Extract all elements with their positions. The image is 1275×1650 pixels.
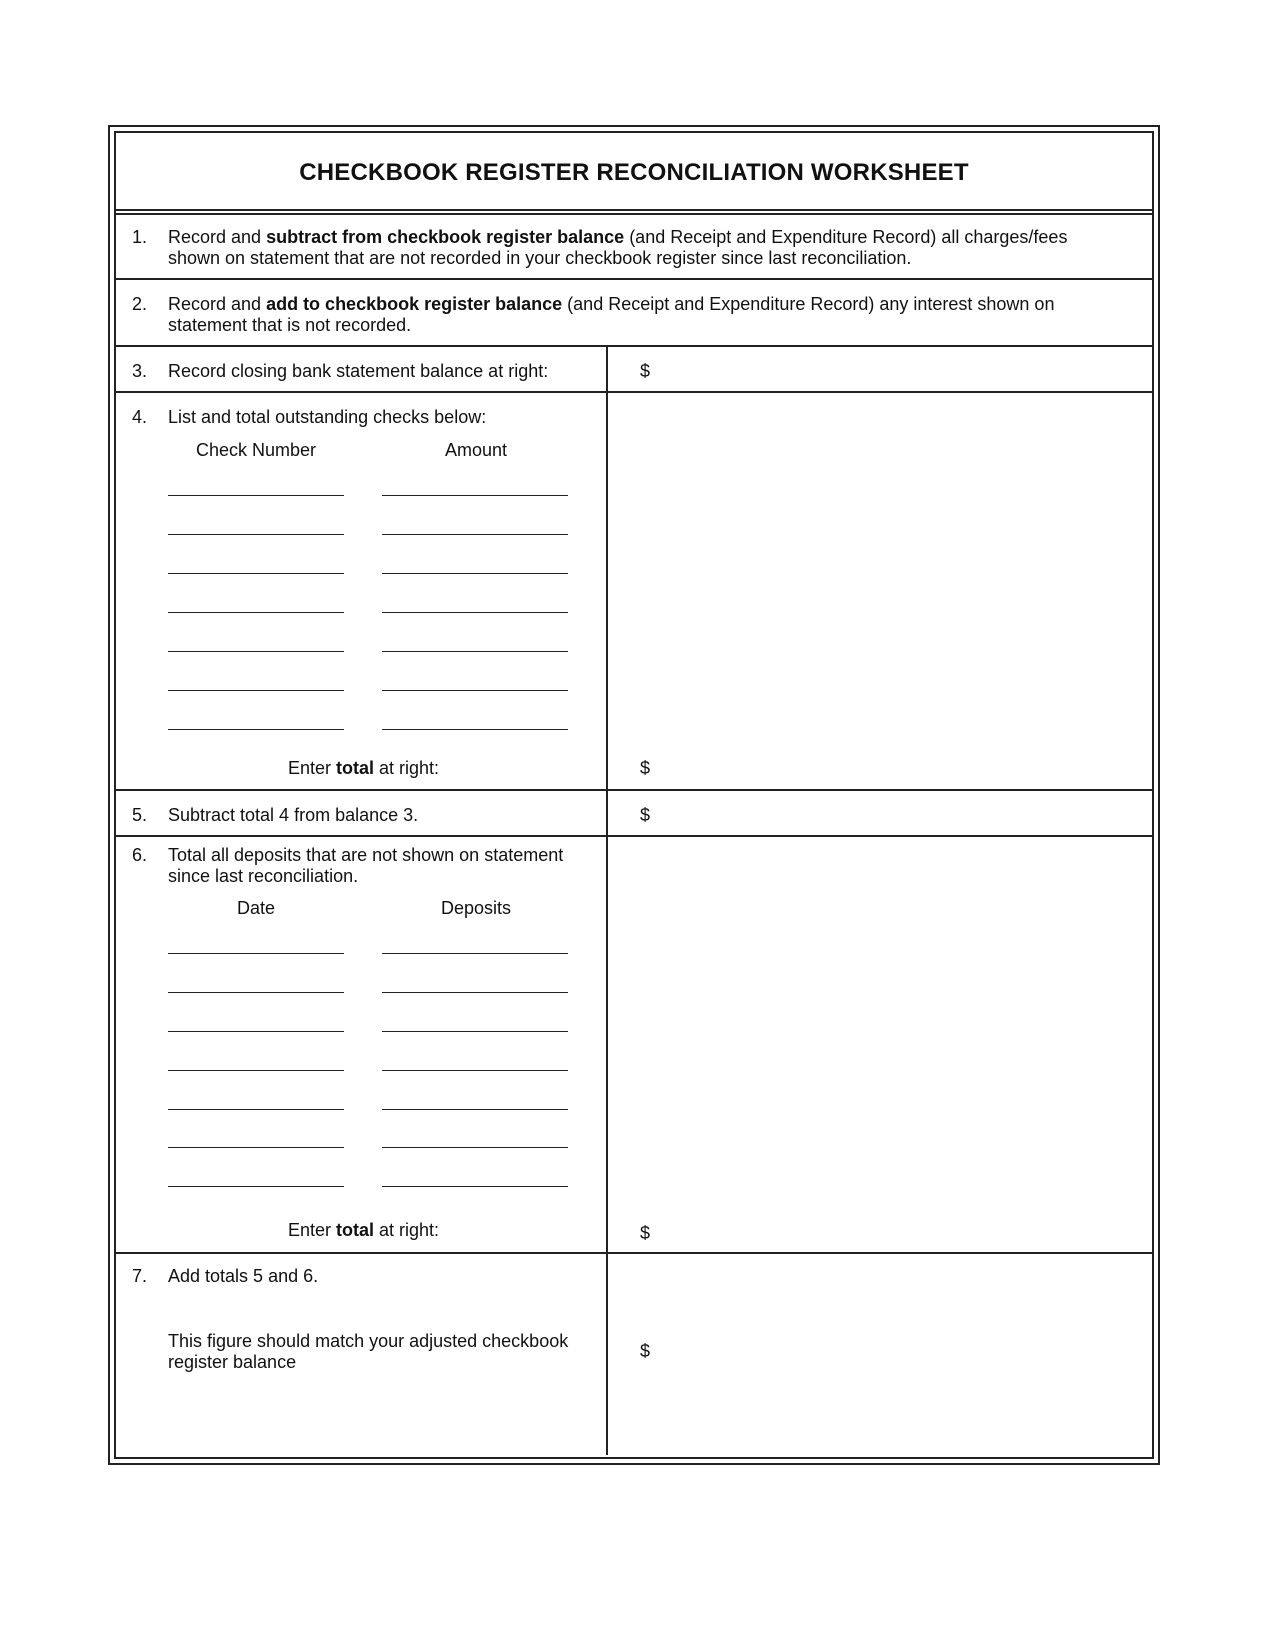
check-number-line[interactable]: [168, 651, 344, 652]
amount-line[interactable]: [382, 495, 568, 496]
divider: [116, 789, 1152, 791]
item-2-bold: add to checkbook register balance: [266, 294, 563, 314]
item-7-note2: register balance: [168, 1352, 297, 1372]
item-number: 1.: [132, 227, 148, 247]
total-bold: total: [336, 758, 375, 778]
date-line[interactable]: [168, 1147, 344, 1148]
amount-line[interactable]: [382, 534, 568, 535]
date-line[interactable]: [168, 1186, 344, 1187]
deposit-line[interactable]: [382, 1186, 568, 1187]
check-number-line[interactable]: [168, 534, 344, 535]
column-header-date: Date: [236, 898, 276, 918]
item-3-text: Record closing bank statement balance at right:: [168, 361, 549, 381]
total-bold: total: [336, 1220, 375, 1240]
dollar-sign: $: [640, 805, 651, 825]
item-number: 2.: [132, 294, 148, 314]
divider: [116, 1252, 1152, 1254]
item-1-text: [168, 227, 1067, 269]
item-7-note1: This figure should match your adjusted checkbook: [168, 1331, 569, 1351]
dollar-sign: $: [640, 1223, 651, 1243]
item-2-line2: statement that is not recorded.: [168, 315, 412, 335]
item-number: 4.: [132, 407, 148, 427]
divider: [116, 391, 1152, 393]
item-2-pre: Record and: [168, 294, 267, 314]
amount-line[interactable]: [382, 729, 568, 730]
dollar-sign: $: [640, 361, 651, 381]
deposit-line[interactable]: [382, 1070, 568, 1071]
item-6-total-label: [288, 1220, 439, 1241]
deposit-line[interactable]: [382, 953, 568, 954]
item-number: 3.: [132, 361, 148, 381]
amount-line[interactable]: [382, 690, 568, 691]
item-4-text: List and total outstanding checks below:: [168, 407, 487, 427]
item-number: 5.: [132, 805, 148, 825]
check-number-line[interactable]: [168, 729, 344, 730]
column-header-deposits: Deposits: [440, 898, 512, 918]
total-pre: Enter: [288, 758, 337, 778]
item-6-line1: Total all deposits that are not shown on statement: [168, 845, 564, 865]
date-line[interactable]: [168, 1070, 344, 1071]
item-5-text: Subtract total 4 from balance 3.: [168, 805, 419, 825]
dollar-sign: $: [640, 758, 651, 778]
amount-line[interactable]: [382, 573, 568, 574]
item-7-note: [168, 1331, 568, 1373]
divider: [116, 345, 1152, 347]
check-number-line[interactable]: [168, 612, 344, 613]
date-line[interactable]: [168, 1109, 344, 1110]
item-1-bold: subtract from checkbook register balance: [266, 227, 625, 247]
deposit-line[interactable]: [382, 1031, 568, 1032]
date-line[interactable]: [168, 953, 344, 954]
date-line[interactable]: [168, 992, 344, 993]
item-number: 7.: [132, 1266, 148, 1286]
divider: [116, 213, 1152, 215]
item-6-text: [168, 845, 563, 887]
total-pre: Enter: [288, 1220, 337, 1240]
column-header-check-number: Check Number: [195, 440, 317, 460]
item-2-text: [168, 294, 1054, 336]
check-number-line[interactable]: [168, 495, 344, 496]
amount-line[interactable]: [382, 651, 568, 652]
date-line[interactable]: [168, 1031, 344, 1032]
item-number: 6.: [132, 845, 148, 865]
worksheet-inner: [114, 131, 1154, 1459]
item-6-line2: since last reconciliation.: [168, 866, 359, 886]
item-7-text: Add totals 5 and 6.: [168, 1266, 319, 1286]
amount-line[interactable]: [382, 612, 568, 613]
check-number-line[interactable]: [168, 690, 344, 691]
divider: [116, 209, 1152, 211]
item-2-post: (and Receipt and Expenditure Record) any interest shown on: [562, 294, 1055, 314]
worksheet-frame: [108, 125, 1160, 1465]
item-4-total-label: [288, 758, 439, 779]
total-post: at right:: [374, 758, 440, 778]
page-title: CHECKBOOK REGISTER RECONCILIATION WORKSHEET: [299, 159, 969, 186]
deposit-line[interactable]: [382, 992, 568, 993]
item-1-line2: shown on statement that are not recorded in your checkbook register since last reconciliation.: [168, 248, 912, 268]
divider: [116, 278, 1152, 280]
item-1-post: (and Receipt and Expenditure Record) all charges/fees: [624, 227, 1068, 247]
check-number-line[interactable]: [168, 573, 344, 574]
deposit-line[interactable]: [382, 1109, 568, 1110]
dollar-sign: $: [640, 1341, 651, 1361]
deposit-line[interactable]: [382, 1147, 568, 1148]
column-divider: [606, 345, 608, 1455]
column-header-amount: Amount: [444, 440, 508, 460]
total-post: at right:: [374, 1220, 440, 1240]
item-1-pre: Record and: [168, 227, 267, 247]
divider: [116, 835, 1152, 837]
